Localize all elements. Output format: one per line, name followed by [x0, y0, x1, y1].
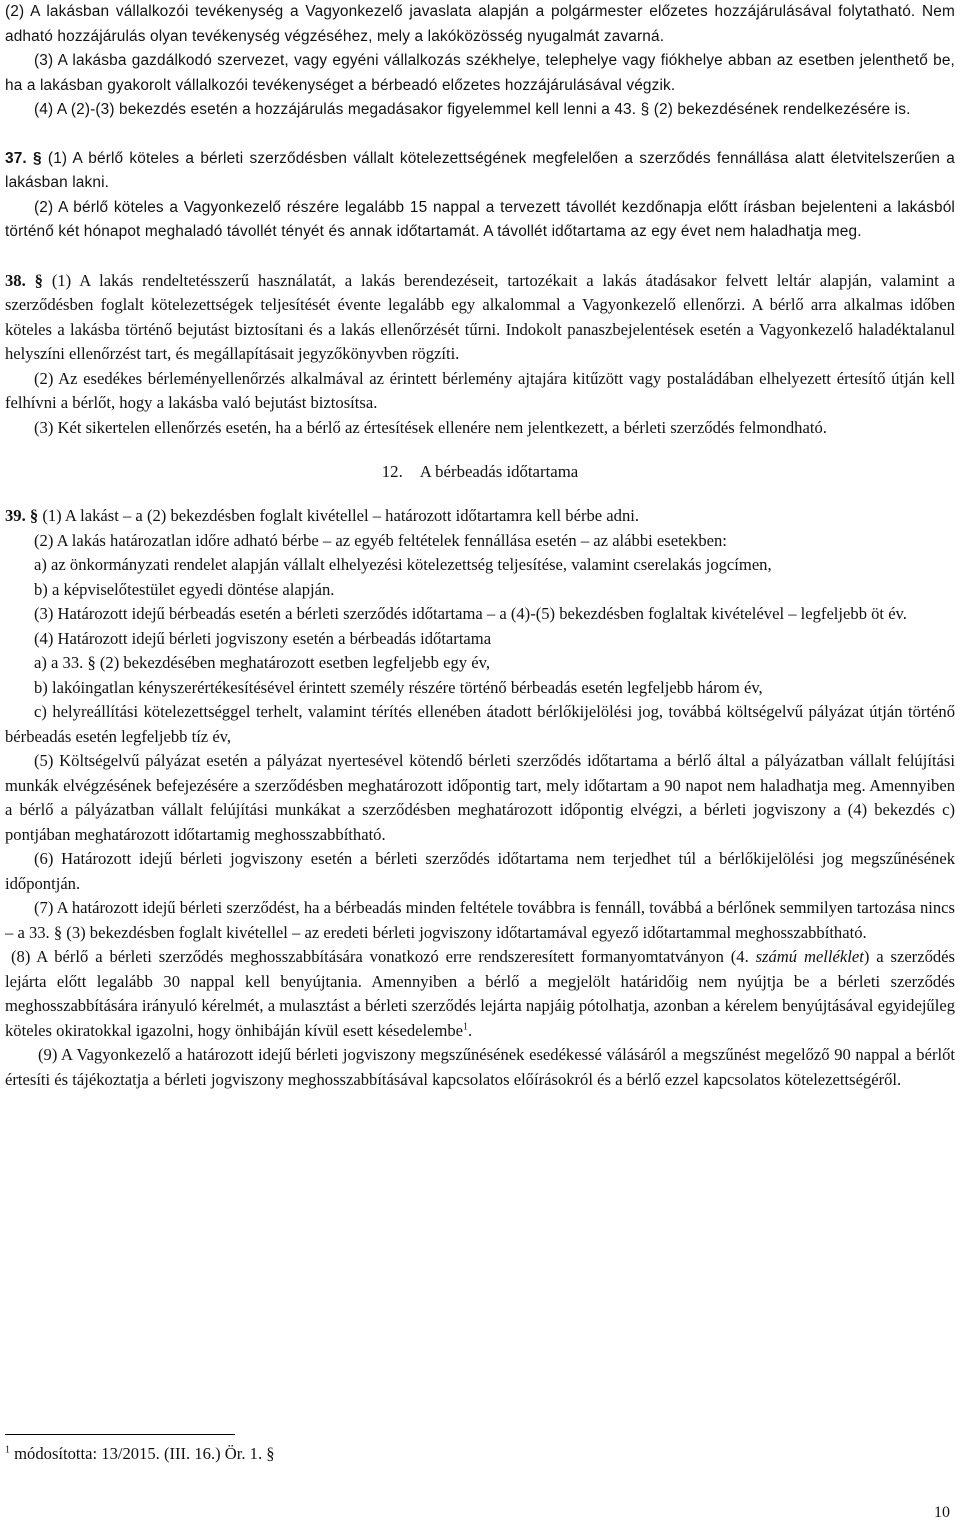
footnote-text: módosította: 13/2015. (III. 16.) Ör. 1. §: [10, 1444, 275, 1463]
section-37-number: 37. §: [5, 149, 42, 167]
paragraph-38-3: (3) Két sikertelen ellenőrzés esetén, ha a bérlő az értesítések ellenére nem jelentkezett, a bérleti szerződés felmondható.: [34, 417, 827, 437]
footnote-reference[interactable]: 1: [463, 1020, 469, 1032]
heading-number: 12.: [381, 462, 403, 481]
paragraph-39-8: [5, 945, 955, 1043]
paragraph-39-9: (9) A Vagyonkezelő a határozott idejű bérleti jogviszony megszűnésének esedékessé válásáról a megszűnést megelőző 90 nappal a bérlőt értesíti és tájékoztatja a bérleti jogviszony meghosszabbításával kapcsolatos előírásokról és a bérlő ezzel kapcsolatos kötelezettségéről.: [5, 1045, 955, 1089]
page-number: 10: [934, 1504, 950, 1521]
section-38-paragraph-1: [5, 269, 955, 367]
paragraph-39-5: (5) Költségelvű pályázat esetén a pályázat nyertesével kötendő bérleti szerződés időtartama a bérlő által a pályázatban vállalt felújítási munkák elvégzésének befejezésére a szerződésben meghatározott időpontig tart, mely időtartam a 90 napot nem haladhatja meg. Amennyiben a bérlő a pályázatban vállalt felújítási munkákat a szerződésben meghatározott időpontig elvégzi, a bérleti jogviszony a (4) bekezdés c) pontjában meghatározott időtartamig meghosszabbítható.: [5, 751, 955, 844]
section-37-text: (1) A bérlő köteles a bérleti szerződésben vállalt kötelezettségének megfelelően a szerződés fennállása alatt életvitelszerűen a lakásban lakni.: [5, 149, 956, 191]
section-38-text: (1) A lakás rendeltetésszerű használatát, a lakás berendezéseit, tartozékait a lakás átadásakor felvett leltár alapján, valamint a szerződésben foglalt kötelezettségek teljesítését évente legalább egy alkalommal a Vagyonkezelő ellenőrzi. A bérlő arra alkalmas időben köteles a lakásba történő bejutást biztosítani és a lakás ellenőrzését tűrni. Indokolt panaszbejelentések esetén a Vagyonkezelő haladéktalanul helyszíni ellenőrzést tart, és megállapításait jegyzőkönyvben rögzíti.: [5, 270, 955, 363]
paragraph-39-2-a: a) az önkormányzati rendelet alapján vállalt elhelyezési kötelezettség teljesítése, valamint cserelakás jogcímen,: [34, 555, 772, 574]
footnote: [5, 1442, 275, 1466]
section-heading: [5, 462, 955, 482]
paragraph-37-2: (2) A bérlő köteles a Vagyonkezelő részére legalább 15 nappal a tervezett távollét kezdőnapja előtt írásban bejelenteni a lakásból történő két hónapot meghaladó távollét tényét és annak időtartamát. A távollét időtartama az egy évet nem haladhatja meg.: [5, 198, 955, 240]
paragraph-39-4: (4) Határozott idejű bérleti jogviszony esetén a bérbeadás időtartama: [34, 628, 492, 648]
section-37-paragraph-1: [5, 147, 955, 196]
footnote-marker: 1: [5, 1444, 10, 1456]
paragraph-39-8-period: .: [468, 1020, 473, 1040]
section-39-paragraph-1: [5, 504, 955, 529]
paragraph-39-7: (7) A határozott idejű bérleti szerződést, ha a bérbeadás minden feltétele továbbra is fennáll, továbbá a bérlőnek semmilyen tartozása nincs – a 33. § (3) bekezdésben foglalt kivétellel – az eredeti bérleti jogviszony időtartamával egyező időtartammal meghosszabbítható.: [5, 898, 955, 942]
paragraph-36-4: (4) A (2)-(3) bekezdés esetén a hozzájárulás megadásakor figyelemmel kell lenni a 43. § (2) bekezdésének rendelkezésére is.: [34, 101, 911, 118]
section-38-number: 38. §: [5, 270, 43, 290]
paragraph-39-6: (6) Határozott idejű bérleti jogviszony esetén a bérleti szerződés időtartama nem terjedhet túl a bérlőkijelölési jog megszűnésének időpontján.: [5, 849, 955, 893]
paragraph-36-2: (2) A lakásban vállalkozói tevékenység a Vagyonkezelő javaslata alapján a polgármester előzetes hozzájárulásával folytatható. Nem adható hozzájárulás olyan tevékenység végzéséhez, mely a lakóközösség nyugalmát zavarná.: [5, 3, 955, 45]
paragraph-39-4-b: b) lakóingatlan kényszerértékesítésével érintett személy részére történő bérbeadás esetén legfeljebb három év,: [34, 677, 763, 697]
paragraph-39-2: (2) A lakás határozatlan időre adható bérbe – az egyéb feltételek fennállása esetén – az alábbi esetekben:: [34, 530, 727, 550]
paragraph-39-3: (3) Határozott idejű bérbeadás esetén a bérleti szerződés időtartama – a (4)-(5) bekezdésben foglaltak kivételével – legfeljebb öt év.: [34, 604, 907, 623]
section-39-text: (1) A lakást – a (2) bekezdésben foglalt kivétellel – határozott időtartamra kell bérbe adni.: [38, 506, 640, 525]
annex-reference: számú melléklet: [755, 947, 864, 966]
section-39-number: 39. §: [5, 506, 39, 525]
footnote-divider: [5, 1434, 235, 1435]
document-page: [5, 0, 955, 1092]
paragraph-39-4-c: c) helyreállítási kötelezettséggel terhelt, valamint térítés ellenében átadott bérlőkijelölési jog, továbbá költségelvű pályázat útján történő bérbeadás esetén legfeljebb tíz év,: [5, 702, 955, 746]
paragraph-36-3: (3) A lakásba gazdálkodó szervezet, vagy egyéni vállalkozás székhelye, telephelye vagy fiókhelye abban az esetben jelenthető be, ha a lakásban gyakorolt vállalkozói tevékenységet a bérbeadó előzetes hozzájárulásával végzik.: [5, 52, 955, 94]
paragraph-38-2: (2) Az esedékes bérleményellenőrzés alkalmával az érintett bérlemény ajtajára kitűzött vagy postaládában elhelyezett értesítő útján kell felhívni a bérlőt, hogy a lakásba való bejutást biztosítsa.: [5, 368, 955, 412]
paragraph-39-2-b: b) a képviselőtestület egyedi döntése alapján.: [34, 579, 335, 599]
paragraph-39-8-text-start: (8) A bérlő a bérleti szerződés meghosszabbítására vonatkozó erre rendszeresített formanyomtatványon (4.: [11, 947, 756, 966]
paragraph-39-4-a: a) a 33. § (2) bekezdésében meghatározott esetben legfeljebb egy év,: [34, 653, 490, 672]
paragraph-39-8-text-end: ) a szerződés lejárta előtt legalább 30 nappal kell benyújtania. Amennyiben a bérlő a megjelölt határidőig nem nyújtja be a bérleti szerződés meghosszabbítására irányuló kérelmét, a mulasztást a bérleti szerződés lejárta napjáig pótolhatja, azonban a kérelem benyújtásával egyidejűleg köteles okiratokkal igazolni, hogy önhibáján kívül esett késedelembe: [5, 947, 955, 1040]
heading-title: A bérbeadás időtartama: [419, 462, 579, 481]
